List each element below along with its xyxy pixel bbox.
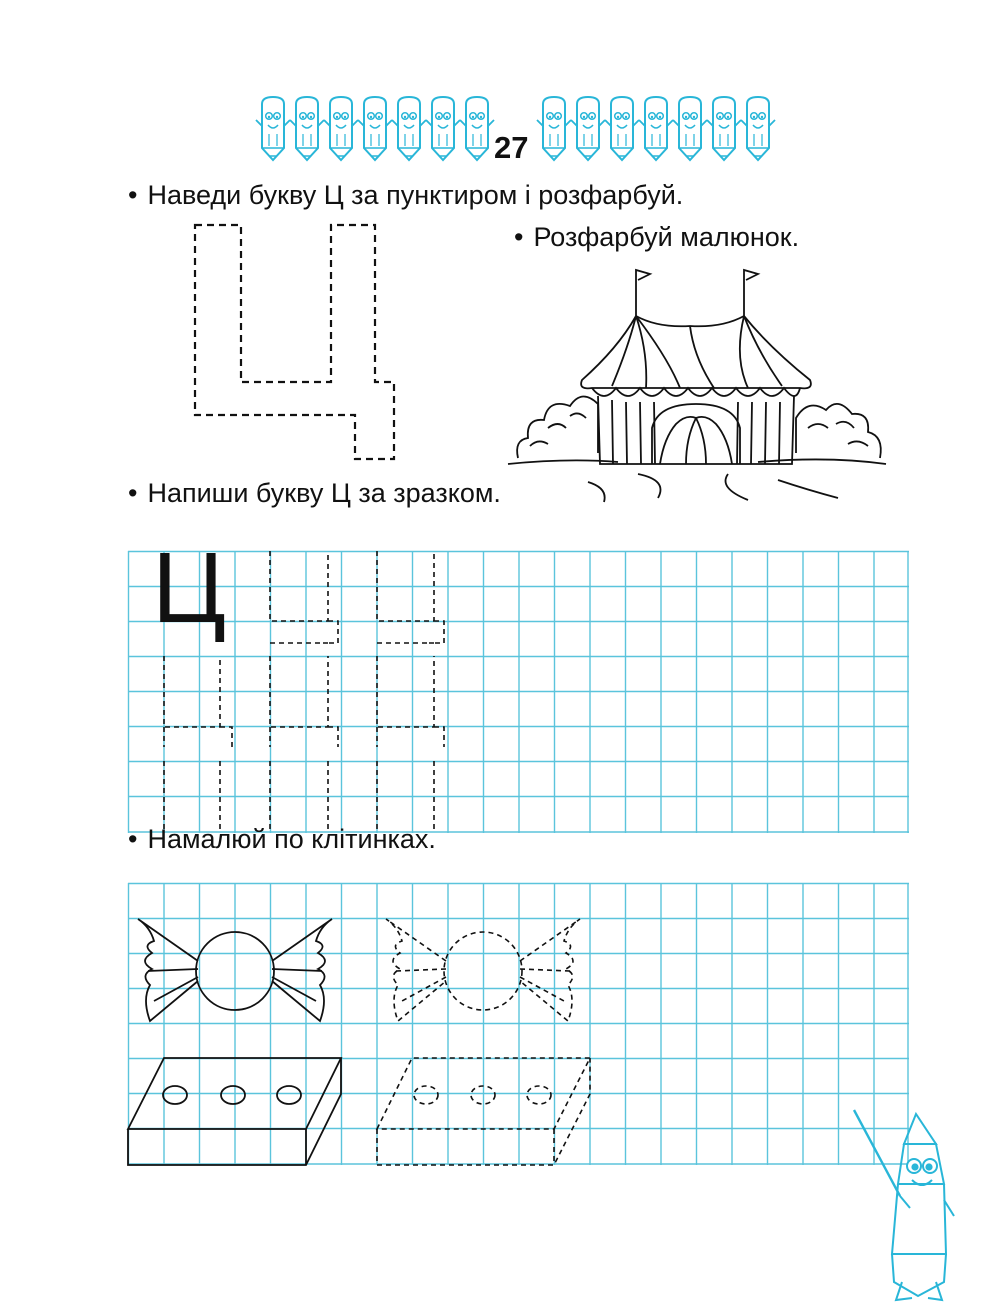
task-color-instruction xyxy=(514,222,799,253)
drawing-grid[interactable] xyxy=(128,883,909,1165)
task-draw-text: Намалюй по клітинках. xyxy=(147,824,436,854)
task-draw-instruction xyxy=(128,824,436,855)
pencil-border-left xyxy=(248,98,500,160)
circus-tent-icon[interactable] xyxy=(508,268,886,508)
bullet: • xyxy=(128,824,138,854)
page-number: 27 xyxy=(494,130,529,165)
bullet: • xyxy=(514,222,524,252)
pencil-border-right xyxy=(534,98,786,160)
task-color-text: Розфарбуй малюнок. xyxy=(533,222,800,252)
task-write-text: Напиши букву Ц за зразком. xyxy=(147,478,501,508)
pencil-teacher-icon xyxy=(852,1104,958,1304)
bullet: • xyxy=(128,180,138,210)
task-trace-instruction xyxy=(128,180,683,211)
sample-letter: Ц xyxy=(152,532,226,644)
task-write-instruction xyxy=(128,478,501,509)
task-trace-text: Наведи букву Ц за пунктиром і розфарбуй. xyxy=(147,180,684,210)
writing-grid[interactable] xyxy=(128,551,909,833)
bullet: • xyxy=(128,478,138,508)
dashed-letter-ts[interactable] xyxy=(190,222,402,462)
